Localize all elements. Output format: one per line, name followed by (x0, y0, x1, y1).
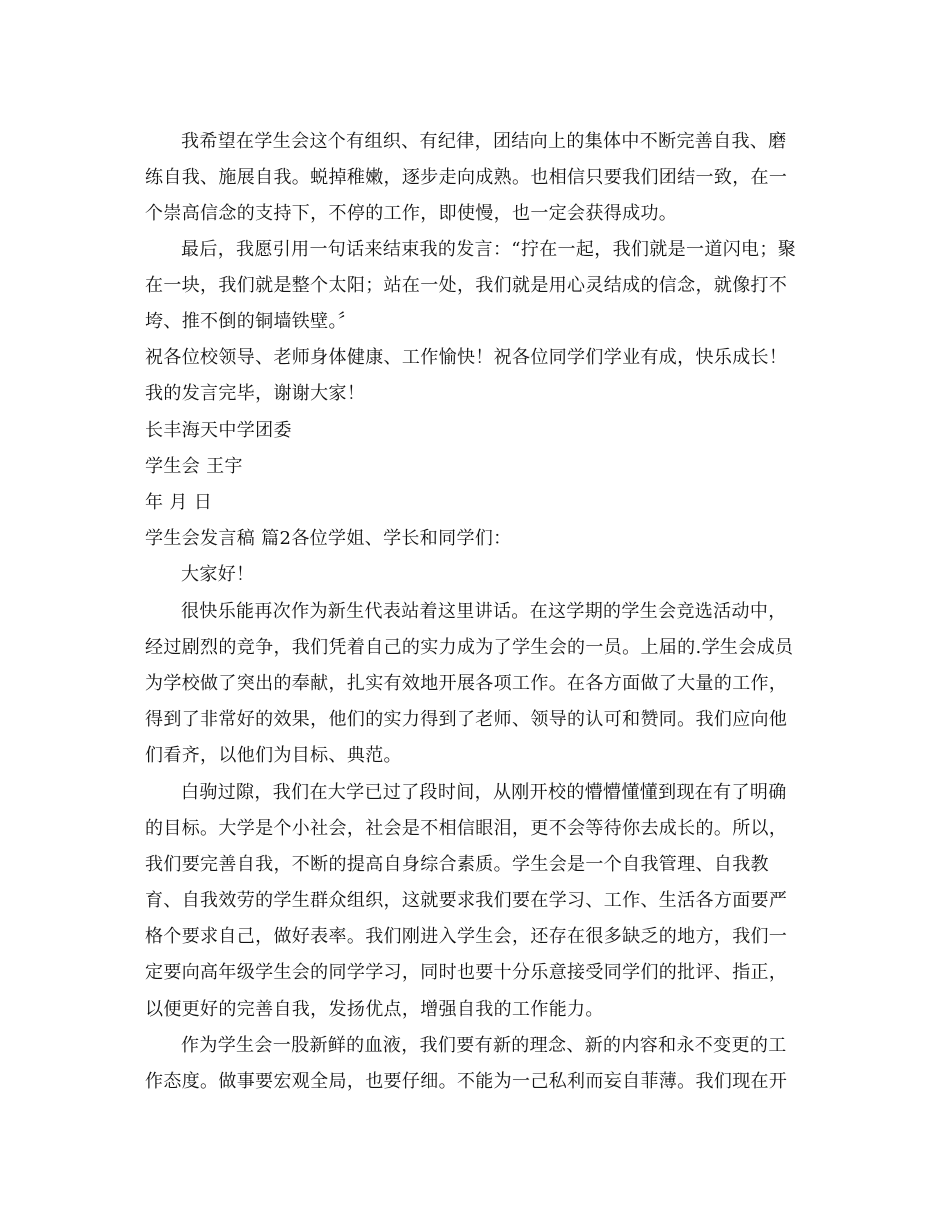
text-line: 育、自我效劳的学生群众组织，这就要求我们要在学习、工作、生活各方面要严 (145, 890, 788, 911)
text-line: 格个要求自己，做好表率。我们刚进入学生会，还存在很多缺乏的地方，我们一 (145, 926, 788, 947)
text-line: 我的发言完毕，谢谢大家！ (145, 383, 366, 404)
text-line: 定要向高年级学生会的同学学习，同时也要十分乐意接受同学们的批评、指正， (145, 962, 788, 983)
signature-organization: 长丰海天中学团委 (145, 420, 292, 441)
text-line: 我希望在学生会这个有组织、有纪律，团结向上的集体中不断完善自我、磨 (181, 131, 787, 152)
signature-name: 学生会 王宇 (145, 456, 243, 477)
text-line: 白驹过隙，我们在大学已过了段时间，从刚开校的懵懵懂懂到现在有了明确 (181, 782, 787, 803)
text-line: 个崇高信念的支持下，不停的工作，即使慢，也一定会获得成功。 (145, 203, 678, 224)
greeting: 大家好！ (181, 564, 255, 585)
text-line: 很快乐能再次作为新生代表站着这里讲话。在这学期的学生会竞选活动中， (181, 601, 787, 622)
text-line: 练自我、施展自我。蜕掉稚嫩，逐步走向成熟。也相信只要我们团结一致，在一 (145, 167, 788, 188)
text-line: 的目标。大学是个小社会，社会是不相信眼泪，更不会等待你去成长的。所以， (145, 818, 788, 839)
text-line: 作为学生会一股新鲜的血液，我们要有新的理念、新的内容和永不变更的工 (181, 1035, 787, 1056)
text-line: 我们要完善自我，不断的提高自身综合素质。学生会是一个自我管理、自我教 (145, 854, 769, 875)
text-line: 在一块，我们就是整个太阳；站在一处，我们就是用心灵结成的信念，就像打不 (145, 275, 788, 296)
text-line: 以便更好的完善自我，发扬优点，增强自我的工作能力。 (145, 999, 604, 1020)
signature-date: 年 月 日 (145, 492, 213, 513)
text-line: 为学校做了突出的奉献，扎实有效地开展各项工作。在各方面做了大量的工作， (145, 673, 788, 694)
text-line: 祝各位校领导、老师身体健康、工作愉快！祝各位同学们学业有成，快乐成长！ (145, 347, 788, 368)
text-line: 经过剧烈的竞争，我们凭着自己的实力成为了学生会的一员。上届的.学生会成员 (145, 637, 794, 658)
text-line: 们看齐，以他们为目标、典范。 (145, 745, 402, 766)
text-line: 最后，我愿引用一句话来结束我的发言：“拧在一起，我们就是一道闪电；聚 (181, 239, 797, 260)
section-heading: 学生会发言稿 篇2各位学姐、学长和同学们： (145, 528, 512, 549)
text-line: 作态度。做事要宏观全局，也要仔细。不能为一己私利而妄自菲薄。我们现在开 (145, 1071, 788, 1092)
text-line: 得到了非常好的效果，他们的实力得到了老师、领导的认可和赞同。我们应向他 (145, 709, 788, 730)
text-line: 垮、推不倒的铜墙铁壁。〞 (145, 311, 357, 332)
